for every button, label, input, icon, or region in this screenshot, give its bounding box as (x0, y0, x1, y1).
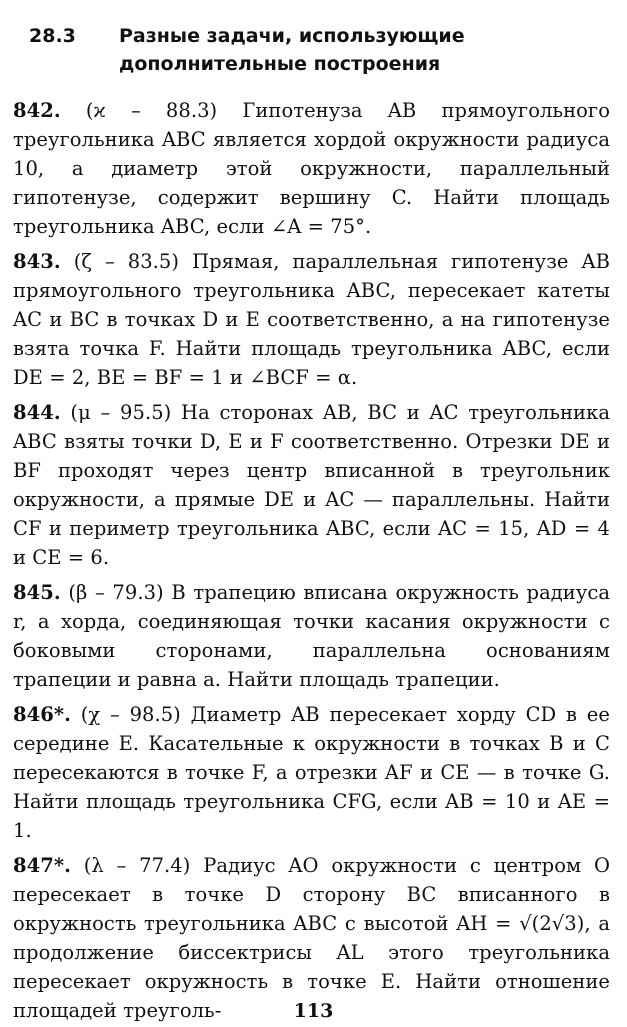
problem-text: Диаметр AB пересекает хорду CD в ее середине E. Касательные к окружности в точках B и C пересекаются в точке F, а отрезки AF и CE — в точке G. Найти площадь треугольника CFG, если AB = 10 и AE = 1. (13, 703, 610, 842)
problem-number: 846*. (13, 703, 71, 726)
problem-text: Радиус AO окружности с центром O пересекает в точке D сторону BC вписанного в окружность треугольника ABC с высотой AH = √(2√3), а продолжение биссектрисы AL этого треугольника пересекает окружность в точке E. Найти отношение площадей треуголь- (13, 854, 611, 1022)
problem-text: На сторонах AB, BC и AC треугольника ABC взяты точки D, E и F соответственно. Отрезки DE и BF проходят через центр вписанной в треугольник окружности, а прямые DE и AC — параллельны. Найти CF и периметр треугольника ABC, если AC = 15, AD = 4 и CE = 6. (13, 401, 611, 569)
problem-text: В трапецию вписана окружность радиуса r, а хорда, соединяющая точки касания окружности с боковыми сторонами, параллельна основаниям трапеции и равна a. Найти площадь трапеции. (13, 581, 611, 691)
problem-text: Гипотенуза AB прямоугольного треугольника ABC является хордой окружности радиуса 10, а диаметр этой окружности, параллельный гипотенузе, содержит вершину C. Найти площадь треугольника ABC, если ∠A = 75°. (13, 99, 610, 238)
problem-code: (ζ – 83.5) (73, 250, 180, 273)
problem-number: 842. (13, 99, 61, 122)
section-title-line-2: дополнительные построения (119, 53, 441, 75)
problem-844 (13, 398, 610, 572)
problem-845 (13, 578, 610, 694)
problem-843 (13, 247, 610, 392)
problem-code: (ϰ – 88.3) (85, 99, 218, 122)
problem-846 (13, 700, 610, 845)
section-title-line-1: Разные задачи, использующие (119, 25, 465, 47)
problem-number: 843. (13, 250, 61, 273)
problem-text: Прямая, параллельная гипотенузе AB прямоугольного треугольника ABC, пересекает катеты AC и BC в точках D и E соответственно, а на гипотенузе взята точка F. Найти площадь треугольника ABC, если DE = 2, BE = BF = 1 и ∠BCF = α. (13, 250, 610, 389)
problem-number: 847*. (13, 854, 71, 877)
problem-number: 845. (13, 581, 61, 604)
section-header (13, 22, 610, 78)
problem-code: (λ – 77.4) (83, 854, 191, 877)
problem-code: (μ – 95.5) (70, 401, 172, 424)
problem-842 (13, 96, 610, 241)
page-number: 113 (293, 1000, 334, 1022)
problem-code: (β – 79.3) (68, 581, 164, 604)
section-number: 28.3 (29, 25, 76, 47)
problem-number: 844. (13, 401, 61, 424)
section-title (119, 22, 610, 78)
problem-code: (χ – 98.5) (80, 703, 181, 726)
